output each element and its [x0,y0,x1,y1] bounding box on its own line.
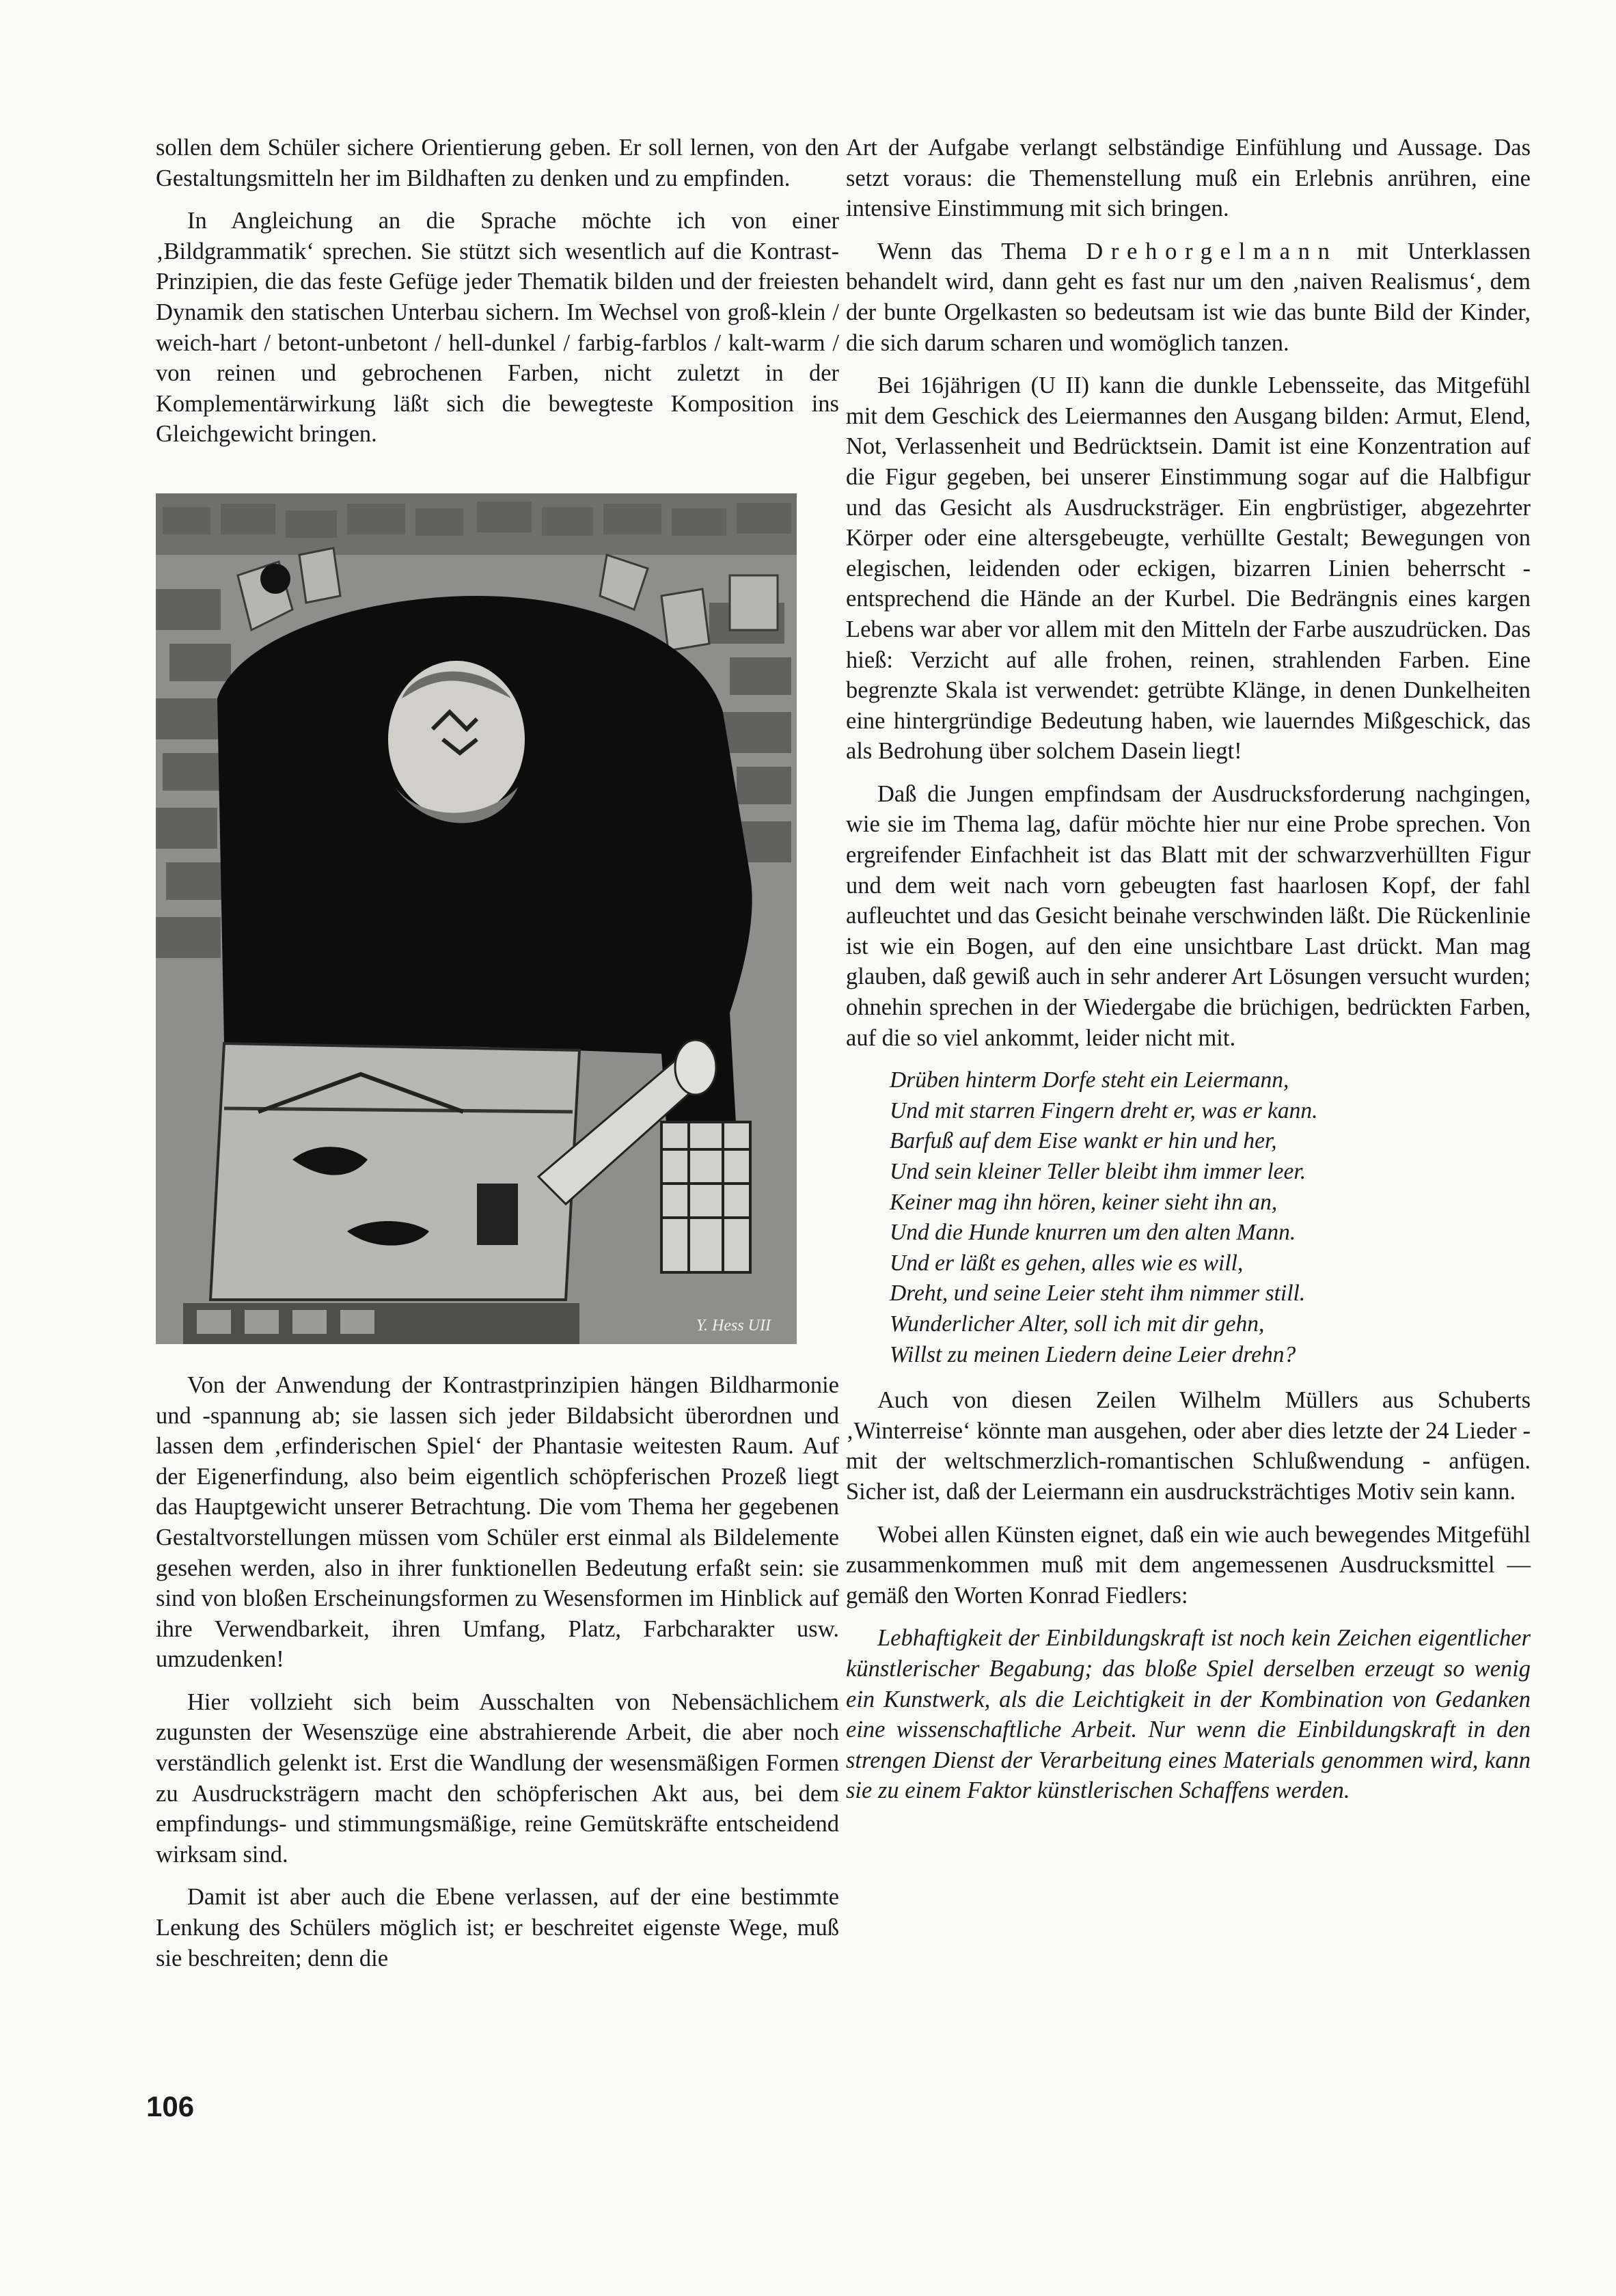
poem-line: Und er läßt es gehen, alles wie es will, [890,1250,1244,1276]
paragraph: Von der Anwendung der Kontrastprinzipien hängen Bildharmonie und -spannung ab; sie lassen sich jeder Bildabsicht überordnen und lassen dem ‚erfinderischen Spiel‘ der Phantasie weitesten Raum. Auf der Eigenerfindung, also beim eigentlich schöpferischen Prozeß liegt das Hauptgewicht unserer Betrachtung. Die vom Thema her gegebenen Gestaltvorstellungen müssen vom Schüler erst einmal als Bildelemente gesehen werden, also in ihrer funktionellen Bedeutung erfaßt sein: sie sind von bloßen Erscheinungsformen zu Wesensformen im Hinblick auf ihre Verwendbarkeit, ihren Umfang, Platz, Farbcharakter usw. umzudenken! [156,1371,839,1673]
organ-grinder-painting [156,493,797,1344]
left-column [156,133,839,1986]
bald-head [388,661,525,818]
poem-leiermann [846,1065,1531,1370]
paragraph: Art der Aufgabe verlangt selbständige Einfühlung und Aussage. Das setzt voraus: die Themenstellung muß ein Erlebnis anrühren, eine intensive Einstimmung mit sich bringen. [846,135,1531,222]
paragraph: In Angleichung an die Sprache möchte ich von einer ‚Bildgrammatik‘ sprechen. Sie stützt sich wesentlich auf die Kontrast-Prinzipien, die das feste Gefüge jeder Thematik bilden und der freiesten Dynamik den statischen Unterbau sichern. Im Wechsel von groß-klein / weich-hart / betont-unbetont / hell-dunkel / farbig-farblos / kalt-warm / von reinen und gebrochenen Farben, nicht zuletzt in der Komplementärwirkung läßt sich die bewegteste Komposition ins Gleichgewicht bringen. [156,208,839,448]
paragraph [846,236,1531,358]
right-column [846,133,1531,1818]
painting-signature: Y. Hess UII [696,1316,771,1335]
paragraph: Auch von diesen Zeilen Wilhelm Müllers aus Schuberts ‚Winterreise‘ könnte man ausgehen, oder aber dies letzte der 24 Lieder - mit der weltschmerzlich-romantischen Schlußwendung - anfügen. Sicher ist, daß der Leiermann ein ausdrucksträchtiges Motiv sein kann. [846,1387,1531,1505]
poem-line: Dreht, und seine Leier steht ihm nimmer still. [890,1281,1306,1307]
paragraph: Bei 16jährigen (U II) kann die dunkle Lebensseite, das Mitgefühl mit dem Geschick des Leiermannes den Ausgang bilden: Armut, Elend, Not, Verlassenheit und Bedrücktsein. Damit ist eine Konzentration auf die Figur gegeben, bei unserer Einstimmung sogar auf die Halbfigur und das Gesicht als Ausdrucksträger. Ein engbrüstiger, abgezehrter Körper oder eine altersgebeugte, verhüllte Gestalt; Bewegungen von elegischen, leidenden oder eckigen, bizarren Linien beherrscht - entsprechend die Hände an der Kurbel. Die Bedrängnis eines kargen Lebens war aber vor allem mit den Mitteln der Farbe auszudrücken. Das hieß: Verzicht auf alle frohen, reinen, strahlenden Farben. Eine begrenzte Skala ist verwendet: getrübte Klänge, in denen Dunkelheiten eine hintergründige Bedeutung haben, wie lauerndes Mißgeschick, das als Bedrohung über solchem Dasein liegt! [846,372,1531,765]
text-run: mit Unterklassen behandelt wird, dann geht es fast nur um den ‚naiven Realismus‘, dem der bunte Orgelkasten so bedeutsam ist wie das bunte Bild der Kinder, die sich darum scharen und womöglich tanzen. [846,238,1531,356]
illustration-organ-grinder [156,493,797,1344]
text-run: Wenn das Thema [877,238,1086,264]
paragraph: Damit ist aber auch die Ebene verlassen, auf der eine bestimmte Lenkung des Schülers möglich ist; er beschreitet eigenste Wege, muß sie beschreiten; denn die [156,1884,839,1971]
paragraph: Daß die Jungen empfindsam der Ausdrucksforderung nachgingen, wie sie im Thema lag, dafür möchte hier nur eine Probe sprechen. Von ergreifender Einfachheit ist das Blatt mit der schwarzverhüllten Figur und dem weit nach vorn gebeugten fast haarlosen Kopf, der fahl aufleuchtet und das Gesicht beinahe verschwinden läßt. Die Rückenlinie ist wie ein Bogen, auf den eine unsichtbare Last drückt. Man mag glauben, daß gewiß auch in sehr anderer Art Lösungen versucht wurden; ohnehin sprechen in der Wiedergabe die brüchigen, bedrückten Farben, auf die so viel ankommt, leider nicht mit. [846,780,1531,1051]
poem-line: Und mit starren Fingern dreht er, was er kann. [890,1097,1318,1123]
emphasized-theme: Drehorgelmann [1086,238,1338,264]
poem-line: Barfuß auf dem Eise wankt er hin und her, [890,1128,1277,1154]
paragraph: Hier vollzieht sich beim Ausschalten von Nebensächlichem zugunsten der Wesenszüge eine abstrahierende Arbeit, die aber noch verständlich gelenkt ist. Erst die Wandlung der wesensmäßigen Formen zu Ausdrucksträgern macht den schöpferischen Akt aus, bei dem empfindungs- und stimmungsmäßige, reine Gemütskräfte entscheidend wirksam sind. [156,1689,839,1868]
poem-line: Drüben hinterm Dorfe steht ein Leiermann, [890,1067,1289,1093]
paragraph: Wobei allen Künsten eignet, daß ein wie auch bewegendes Mitgefühl zusammenkommen muß mit dem angemessenen Ausdrucksmittel — gemäß den Worten Konrad Fiedlers: [846,1521,1531,1609]
poem-line: Keiner mag ihn hören, keiner sieht ihn an, [890,1189,1278,1215]
poem-line: Und die Hunde knurren um den alten Mann. [890,1220,1296,1246]
poem-line: Und sein kleiner Teller bleibt ihm immer leer. [890,1159,1306,1184]
fiedler-quote: Lebhaftigkeit der Einbildungskraft ist noch kein Zeichen eigentlicher künstlerischer Begabung; das bloße Spiel derselben erzeugt so wenig ein Kunstwerk, als die Leichtigkeit in der Kombination von Gedanken eine wissenschaftliche Arbeit. Nur wenn die Einbildungskraft in den strengen Dienst der Verarbeitung eines Materials genommen wird, kann sie zu einem Faktor künstlerischen Schaffens werden. [846,1625,1531,1804]
page-number: 106 [146,2090,195,2122]
paragraph: sollen dem Schüler sichere Orientierung geben. Er soll lernen, von den Gestaltungsmitteln her im Bildhaften zu denken und zu empfinden. [156,135,839,191]
poem-line: Willst zu meinen Liedern deine Leier drehn? [890,1341,1296,1367]
barrel-organ [183,1043,579,1344]
poem-line: Wunderlicher Alter, soll ich mit dir gehn, [890,1311,1265,1337]
